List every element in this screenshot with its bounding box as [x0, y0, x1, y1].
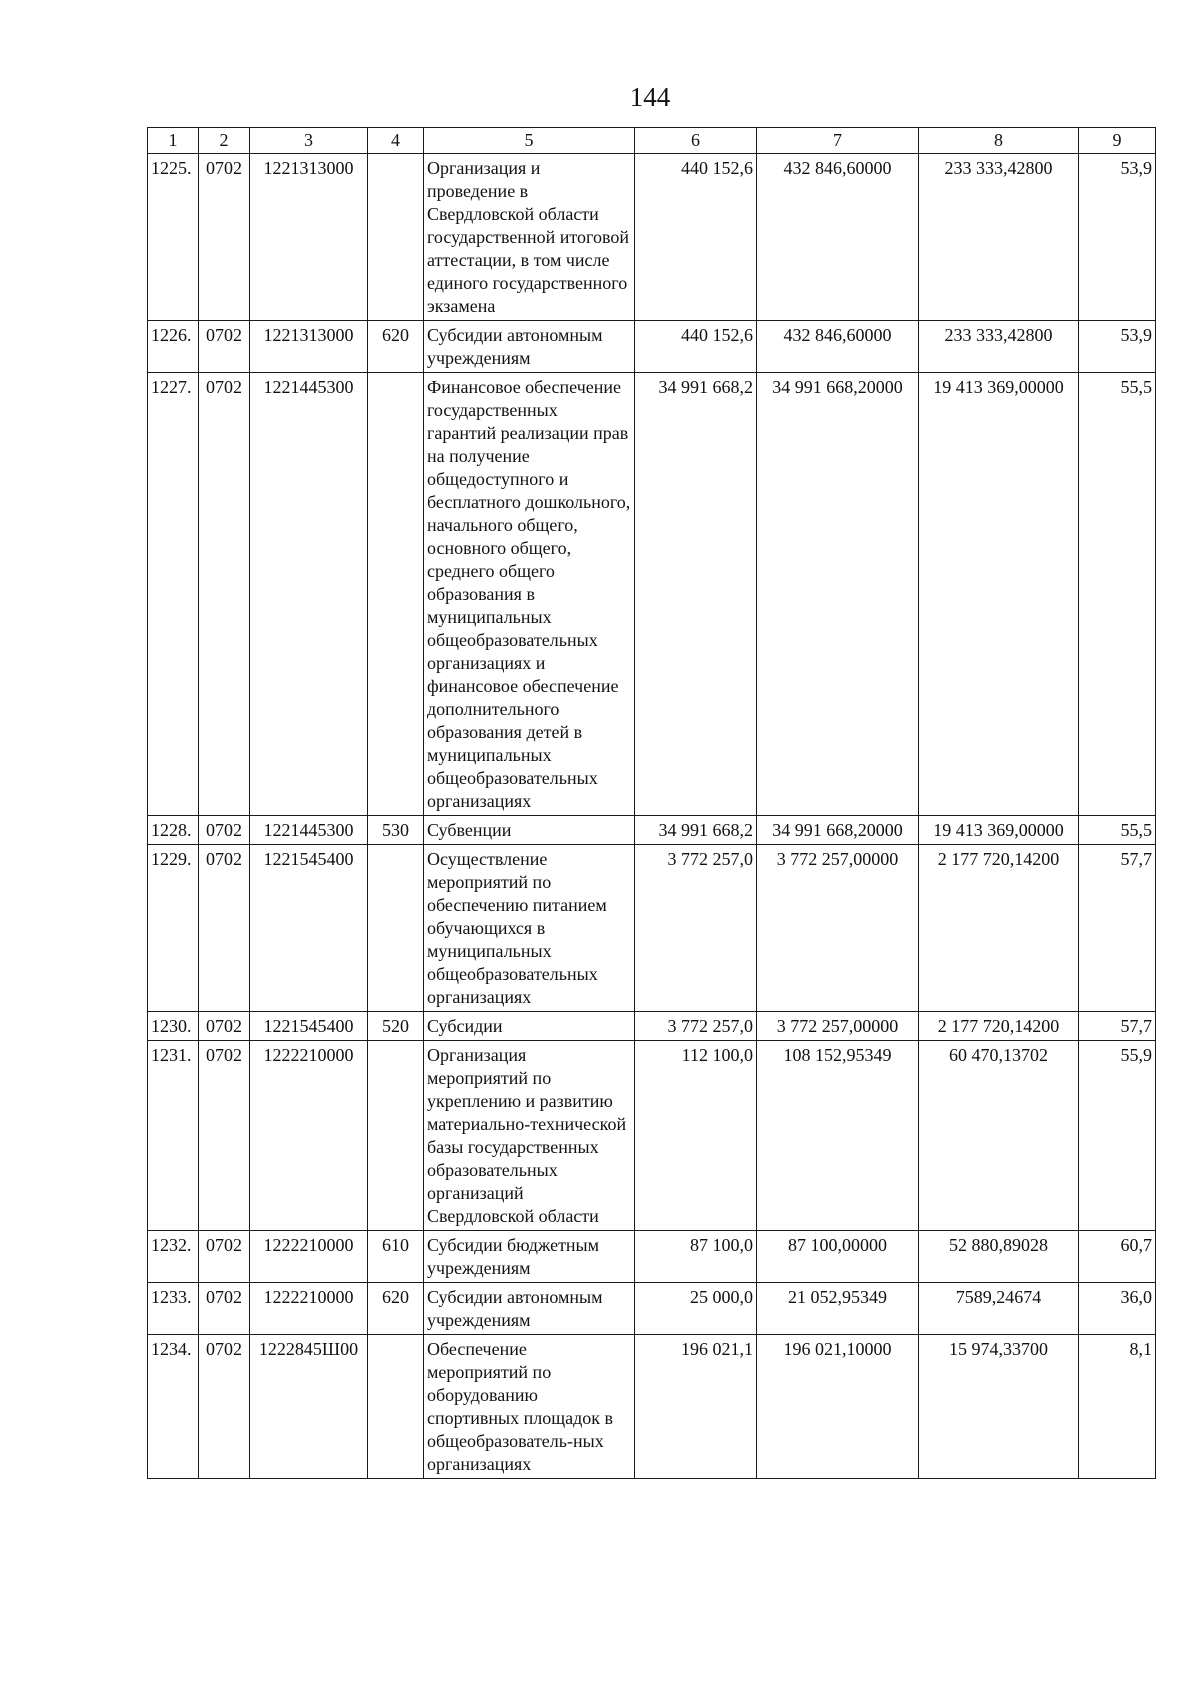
- executed-amount: 15 974,33700: [919, 1335, 1079, 1479]
- executed-amount: 60 470,13702: [919, 1041, 1079, 1231]
- revised-amount: 432 846,60000: [757, 154, 919, 321]
- executed-amount: 19 413 369,00000: [919, 816, 1079, 845]
- target-article-code: 1221445300: [250, 373, 368, 816]
- page-number: 144: [629, 82, 671, 112]
- approved-amount: 3 772 257,0: [635, 1012, 757, 1041]
- approved-amount: 34 991 668,2: [635, 816, 757, 845]
- section-code: 0702: [199, 816, 250, 845]
- target-article-code: 1222845Ш00: [250, 1335, 368, 1479]
- table-row: [148, 1335, 1156, 1479]
- target-article-code: 1222210000: [250, 1041, 368, 1231]
- expense-kind-code: [368, 154, 424, 321]
- revised-amount: 34 991 668,20000: [757, 373, 919, 816]
- execution-percent: 8,1: [1079, 1335, 1156, 1479]
- revised-amount: 432 846,60000: [757, 321, 919, 373]
- execution-percent: 36,0: [1079, 1283, 1156, 1335]
- table-row: [148, 845, 1156, 1012]
- row-number: 1231.: [148, 1041, 199, 1231]
- revised-amount: 196 021,10000: [757, 1335, 919, 1479]
- revised-amount: 87 100,00000: [757, 1231, 919, 1283]
- table-row: [148, 1231, 1156, 1283]
- target-article-code: 1222210000: [250, 1231, 368, 1283]
- execution-percent: 53,9: [1079, 154, 1156, 321]
- col-header-6: 6: [635, 128, 757, 154]
- header-row: [148, 128, 1156, 154]
- executed-amount: 2 177 720,14200: [919, 845, 1079, 1012]
- table-row: [148, 154, 1156, 321]
- executed-amount: 2 177 720,14200: [919, 1012, 1079, 1041]
- item-name: Субвенции: [424, 816, 635, 845]
- approved-amount: 196 021,1: [635, 1335, 757, 1479]
- table-row: [148, 373, 1156, 816]
- row-number: 1229.: [148, 845, 199, 1012]
- approved-amount: 34 991 668,2: [635, 373, 757, 816]
- target-article-code: 1221313000: [250, 154, 368, 321]
- approved-amount: 440 152,6: [635, 154, 757, 321]
- target-article-code: 1221445300: [250, 816, 368, 845]
- col-header-3: 3: [250, 128, 368, 154]
- expense-kind-code: [368, 1335, 424, 1479]
- section-code: 0702: [199, 1012, 250, 1041]
- item-name: Финансовое обеспечение государственных гарантий реализации прав на получение общедоступного и бесплатного дошкольного, начального общего, основного общего, среднего общего образования в муниципальных общеобразовательных организациях и финансовое обеспечение дополнительного образования детей в муниципальных общеобразовательных организациях: [424, 373, 635, 816]
- section-code: 0702: [199, 154, 250, 321]
- item-name: Субсидии: [424, 1012, 635, 1041]
- item-name: Организация мероприятий по укреплению и развитию материально-технической базы государственных образовательных организаций Свердловской области: [424, 1041, 635, 1231]
- section-code: 0702: [199, 1335, 250, 1479]
- row-number: 1233.: [148, 1283, 199, 1335]
- execution-percent: 55,5: [1079, 373, 1156, 816]
- expense-kind-code: 620: [368, 321, 424, 373]
- revised-amount: 108 152,95349: [757, 1041, 919, 1231]
- table-row: [148, 1012, 1156, 1041]
- target-article-code: 1221545400: [250, 845, 368, 1012]
- row-number: 1234.: [148, 1335, 199, 1479]
- section-code: 0702: [199, 845, 250, 1012]
- col-header-8: 8: [919, 128, 1079, 154]
- col-header-4: 4: [368, 128, 424, 154]
- target-article-code: 1222210000: [250, 1283, 368, 1335]
- item-name: Осуществление мероприятий по обеспечению питанием обучающихся в муниципальных общеобразовательных организациях: [424, 845, 635, 1012]
- execution-percent: 55,9: [1079, 1041, 1156, 1231]
- budget-table: [147, 127, 1156, 1479]
- execution-percent: 57,7: [1079, 1012, 1156, 1041]
- target-article-code: 1221313000: [250, 321, 368, 373]
- execution-percent: 60,7: [1079, 1231, 1156, 1283]
- col-header-7: 7: [757, 128, 919, 154]
- execution-percent: 55,5: [1079, 816, 1156, 845]
- expense-kind-code: 520: [368, 1012, 424, 1041]
- expense-kind-code: 530: [368, 816, 424, 845]
- expense-kind-code: [368, 373, 424, 816]
- approved-amount: 87 100,0: [635, 1231, 757, 1283]
- row-number: 1230.: [148, 1012, 199, 1041]
- execution-percent: 57,7: [1079, 845, 1156, 1012]
- expense-kind-code: 620: [368, 1283, 424, 1335]
- table-row: [148, 1283, 1156, 1335]
- executed-amount: 233 333,42800: [919, 154, 1079, 321]
- execution-percent: 53,9: [1079, 321, 1156, 373]
- expense-kind-code: 610: [368, 1231, 424, 1283]
- item-name: Субсидии бюджетным учреждениям: [424, 1231, 635, 1283]
- col-header-5: 5: [424, 128, 635, 154]
- row-number: 1227.: [148, 373, 199, 816]
- section-code: 0702: [199, 321, 250, 373]
- row-number: 1228.: [148, 816, 199, 845]
- item-name: Обеспечение мероприятий по оборудованию спортивных площадок в общеобразователь-ных организациях: [424, 1335, 635, 1479]
- section-code: 0702: [199, 373, 250, 816]
- table-row: [148, 321, 1156, 373]
- executed-amount: 52 880,89028: [919, 1231, 1079, 1283]
- executed-amount: 19 413 369,00000: [919, 373, 1079, 816]
- expense-kind-code: [368, 1041, 424, 1231]
- item-name: Организация и проведение в Свердловской области государственной итоговой аттестации, в том числе единого государственного экзамена: [424, 154, 635, 321]
- section-code: 0702: [199, 1041, 250, 1231]
- executed-amount: 233 333,42800: [919, 321, 1079, 373]
- approved-amount: 25 000,0: [635, 1283, 757, 1335]
- item-name: Субсидии автономным учреждениям: [424, 321, 635, 373]
- approved-amount: 3 772 257,0: [635, 845, 757, 1012]
- revised-amount: 3 772 257,00000: [757, 845, 919, 1012]
- target-article-code: 1221545400: [250, 1012, 368, 1041]
- row-number: 1232.: [148, 1231, 199, 1283]
- row-number: 1225.: [148, 154, 199, 321]
- approved-amount: 440 152,6: [635, 321, 757, 373]
- section-code: 0702: [199, 1231, 250, 1283]
- section-code: 0702: [199, 1283, 250, 1335]
- revised-amount: 21 052,95349: [757, 1283, 919, 1335]
- col-header-9: 9: [1079, 128, 1156, 154]
- revised-amount: 34 991 668,20000: [757, 816, 919, 845]
- table-row: [148, 1041, 1156, 1231]
- approved-amount: 112 100,0: [635, 1041, 757, 1231]
- item-name: Субсидии автономным учреждениям: [424, 1283, 635, 1335]
- col-header-2: 2: [199, 128, 250, 154]
- col-header-1: 1: [148, 128, 199, 154]
- table-row: [148, 816, 1156, 845]
- executed-amount: 7589,24674: [919, 1283, 1079, 1335]
- expense-kind-code: [368, 845, 424, 1012]
- revised-amount: 3 772 257,00000: [757, 1012, 919, 1041]
- row-number: 1226.: [148, 321, 199, 373]
